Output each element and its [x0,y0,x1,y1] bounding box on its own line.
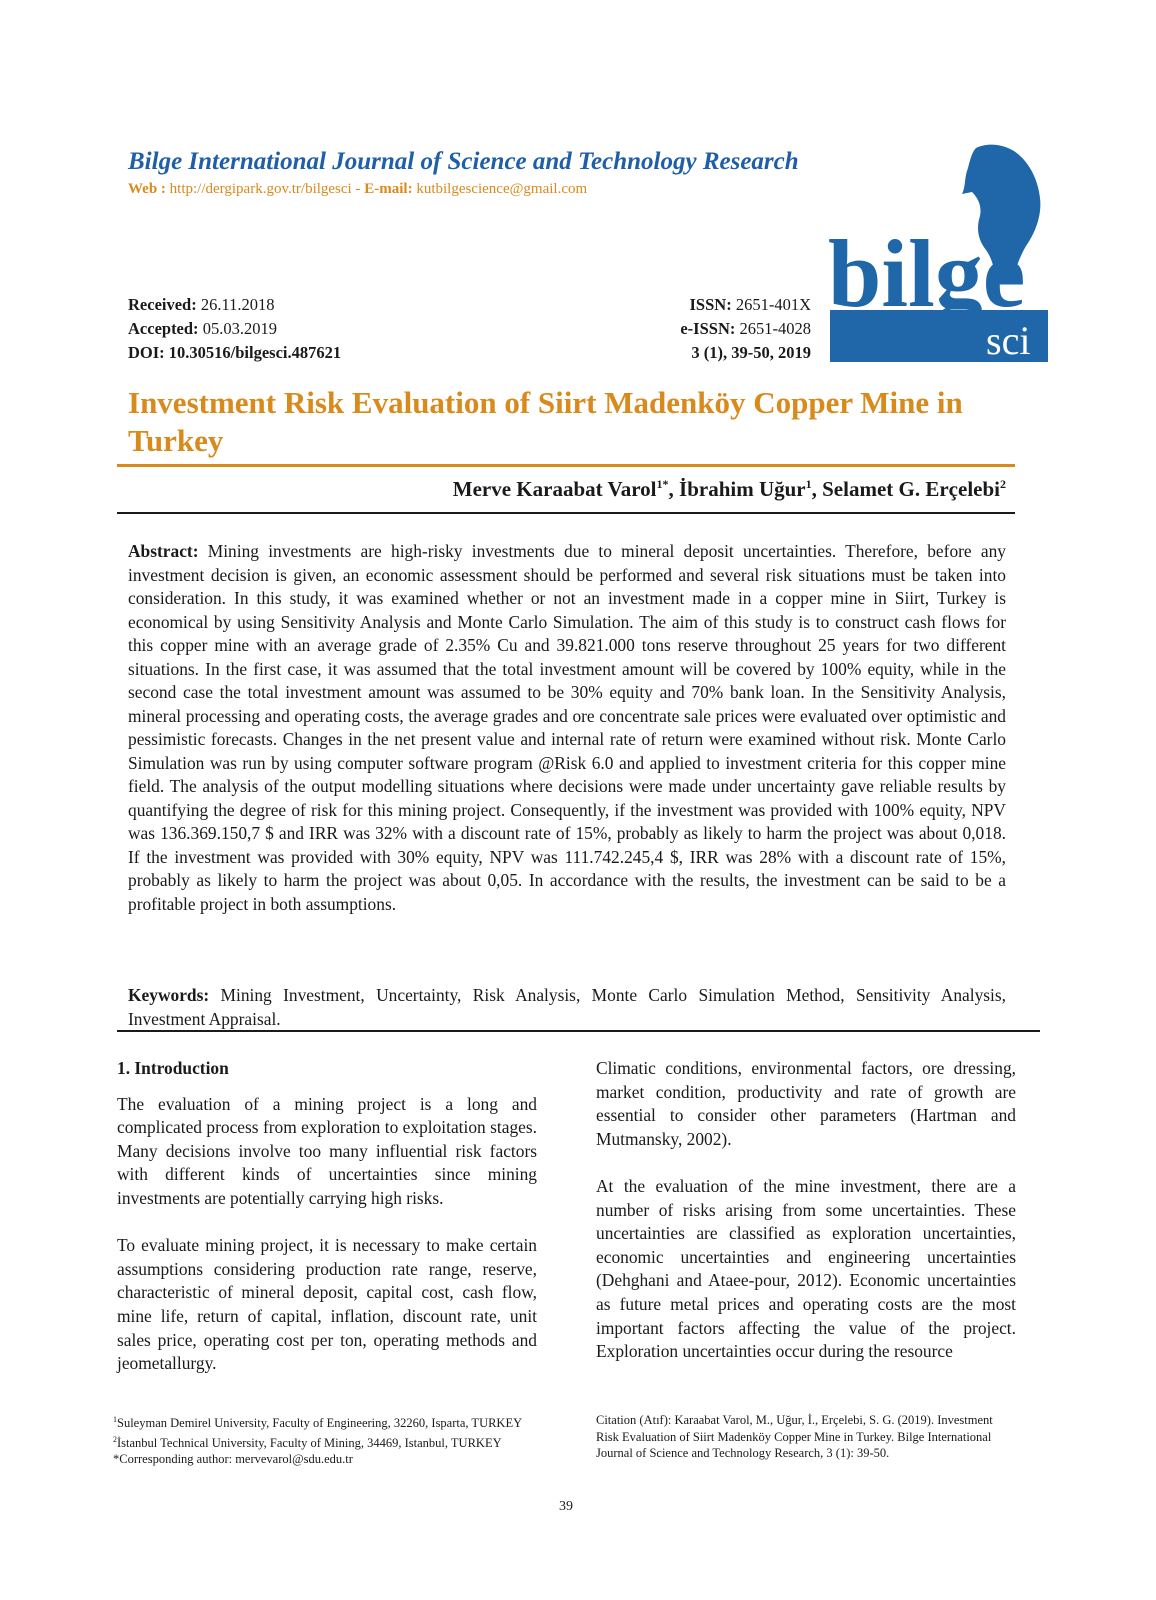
author-1-affil: 1* [656,477,669,491]
left-column [117,1057,537,1399]
journal-title: Bilge International Journal of Science and Technology Research [128,148,799,175]
email-link[interactable]: kutbilgescience@gmail.com [416,181,588,197]
logo-word: bilge [828,220,1026,327]
author-3: Selamet G. Erçelebi [822,477,1000,501]
intro-paragraph-2: To evaluate mining project, it is necessary to make certain assumptions considering production rate range, reserve, characteristic of mineral deposit, capital cost, cash flow, mine life, return of capital, inflation, discount rate, unit sales price, operating cost per ton, operating methods and jeometallurgy. [117,1235,537,1374]
received-label: Received: [128,295,197,314]
logo-sub: sci [986,318,1031,363]
corresponding-author: *Corresponding author: mervevarol@sdu.edu.tr [113,1452,353,1467]
separator: - [351,181,365,197]
authors-divider [117,512,1015,514]
author-3-affil: 2 [1000,477,1006,491]
abstract [128,540,1006,916]
paper-title: Investment Risk Evaluation of Siirt Madenköy Copper Mine in Turkey [128,385,963,458]
keywords-label: Keywords: [128,985,210,1005]
doi[interactable]: DOI: 10.30516/bilgesci.487621 [128,343,342,362]
web-url[interactable]: http://dergipark.gov.tr/bilgesci [169,181,352,197]
bilge-logo [826,140,1048,366]
section-heading-introduction: 1. Introduction [117,1058,229,1078]
web-label: Web : [128,181,166,197]
issn-label: ISSN: [689,295,732,314]
abstract-label: Abstract: [128,541,199,561]
journal-contact-line [128,181,587,198]
footnote-1-marker: 1 [113,1415,117,1424]
eissn-label: e-ISSN: [680,319,736,338]
received-date: 26.11.2018 [200,295,275,314]
author-list: Merve Karaabat Varol$^{1*}$, İbrahim Uğur$^1$, Selamet G. Erçelebi$^2$ [452,477,1006,501]
volume-info: 3 (1), 39-50, 2019 [691,343,811,362]
article-issn [560,293,811,365]
right-column [596,1057,1016,1387]
keywords-divider [117,1030,1040,1032]
author-1: Merve Karaabat Varol [452,477,657,501]
abstract-text: Mining investments are high-risky investments due to mineral deposit uncertainties. Therefore, before any investment decision is given, an economic assessment should be performed and several risk situations must be taken into consideration. In this study, it was examined whether or not an investment made in a copper mine in Siirt, Turkey is economical by using Sensitivity Analysis and Monte Carlo Simulation. The aim of this study is to construct cash flows for this copper mine with an average grade of 2.35% Cu and 39.821.000 tons reserve throughout 25 years for two different situations. In the first case, it was assumed that the total investment amount will be covered by 100% equity, while in the second case the total investment amount was assumed to be 30% equity and 70% bank loan. In the Sensitivity Analysis, mineral processing and operating costs, the average grades and ore concentrate sale prices were evaluated over optimistic and pessimistic forecasts. Changes in the net present value and internal rate of return were examined without risk. Monte Carlo Simulation was run by using computer software program @Risk 6.0 and applied to investment criteria for this copper mine field. The analysis of the output modelling situations where decisions were made under uncertainty gave reliable results by quantifying the degree of risk for this mining project. Consequently, if the investment was provided with 100% equity, NPV was 136.369.150,7 $ and IRR was 32% with a discount rate of 15%, probably as likely to harm the project was about 0,018. If the investment was provided with 30% equity, NPV was 111.742.245,4 $, IRR was 28% with a discount rate of 15%, probably as likely to harm the project was about 0,05. In accordance with the results, the investment can be said to be a profitable project in both assumptions. [128,541,1006,914]
footnote-2: İstanbul Technical University, Faculty of Mining, 34469, Istanbul, TURKEY [117,1435,502,1450]
article-dates [128,293,341,365]
intro-paragraph-4: At the evaluation of the mine investment, there are a number of risks arising from some uncertainties. These uncertainties are classified as exploration uncertainties, economic uncertainties and engineering uncertainties (Dehghani and Ataee-pour, 2012). Economic uncertainties as future metal prices and operating costs are the most important factors affecting the value of the project. Exploration uncertainties occur during the resource [596,1175,1016,1362]
page-number: 39 [559,1499,573,1514]
citation-note: Citation (Atıf): Karaabat Varol, M., Uğur, İ., Erçelebi, S. G. (2019). Investment Risk Evaluation of Siirt Madenköy Copper Mine in Turkey. Bilge International Journal of Science and Technology Research, 3 (1): 39-50. [596,1413,993,1460]
footnote-2-marker: 2 [113,1434,117,1444]
keywords [128,984,1006,1031]
keywords-text: Mining Investment, Uncertainty, Risk Analysis, Monte Carlo Simulation Method, Sensitivity Analysis, Investment Appraisal. [128,985,1006,1029]
author-2-affil: 1 [805,477,812,491]
issn-value: 2651-401X [735,295,811,314]
accepted-label: Accepted: [128,319,199,338]
author-2: İbrahim Uğur [679,477,806,501]
affiliation-footnotes [113,1412,543,1468]
eissn-value: 2651-4028 [739,319,811,338]
title-divider [117,464,1015,467]
intro-paragraph-1: The evaluation of a mining project is a long and complicated process from exploration to exploitation stages. Many decisions involve too many influential risk factors with different kinds of uncertainties since mining investments are potentially carrying high risks. [117,1093,537,1208]
footnote-1: Suleyman Demirel University, Faculty of Engineering, 32260, Isparta, TURKEY [117,1416,523,1431]
intro-paragraph-3: Climatic conditions, environmental factors, ore dressing, market condition, productivity and rate of growth are essential to consider other parameters (Hartman and Mutmansky, 2002). [596,1058,1016,1149]
email-label: E-mail: [364,181,413,197]
accepted-date: 05.03.2019 [202,319,277,338]
